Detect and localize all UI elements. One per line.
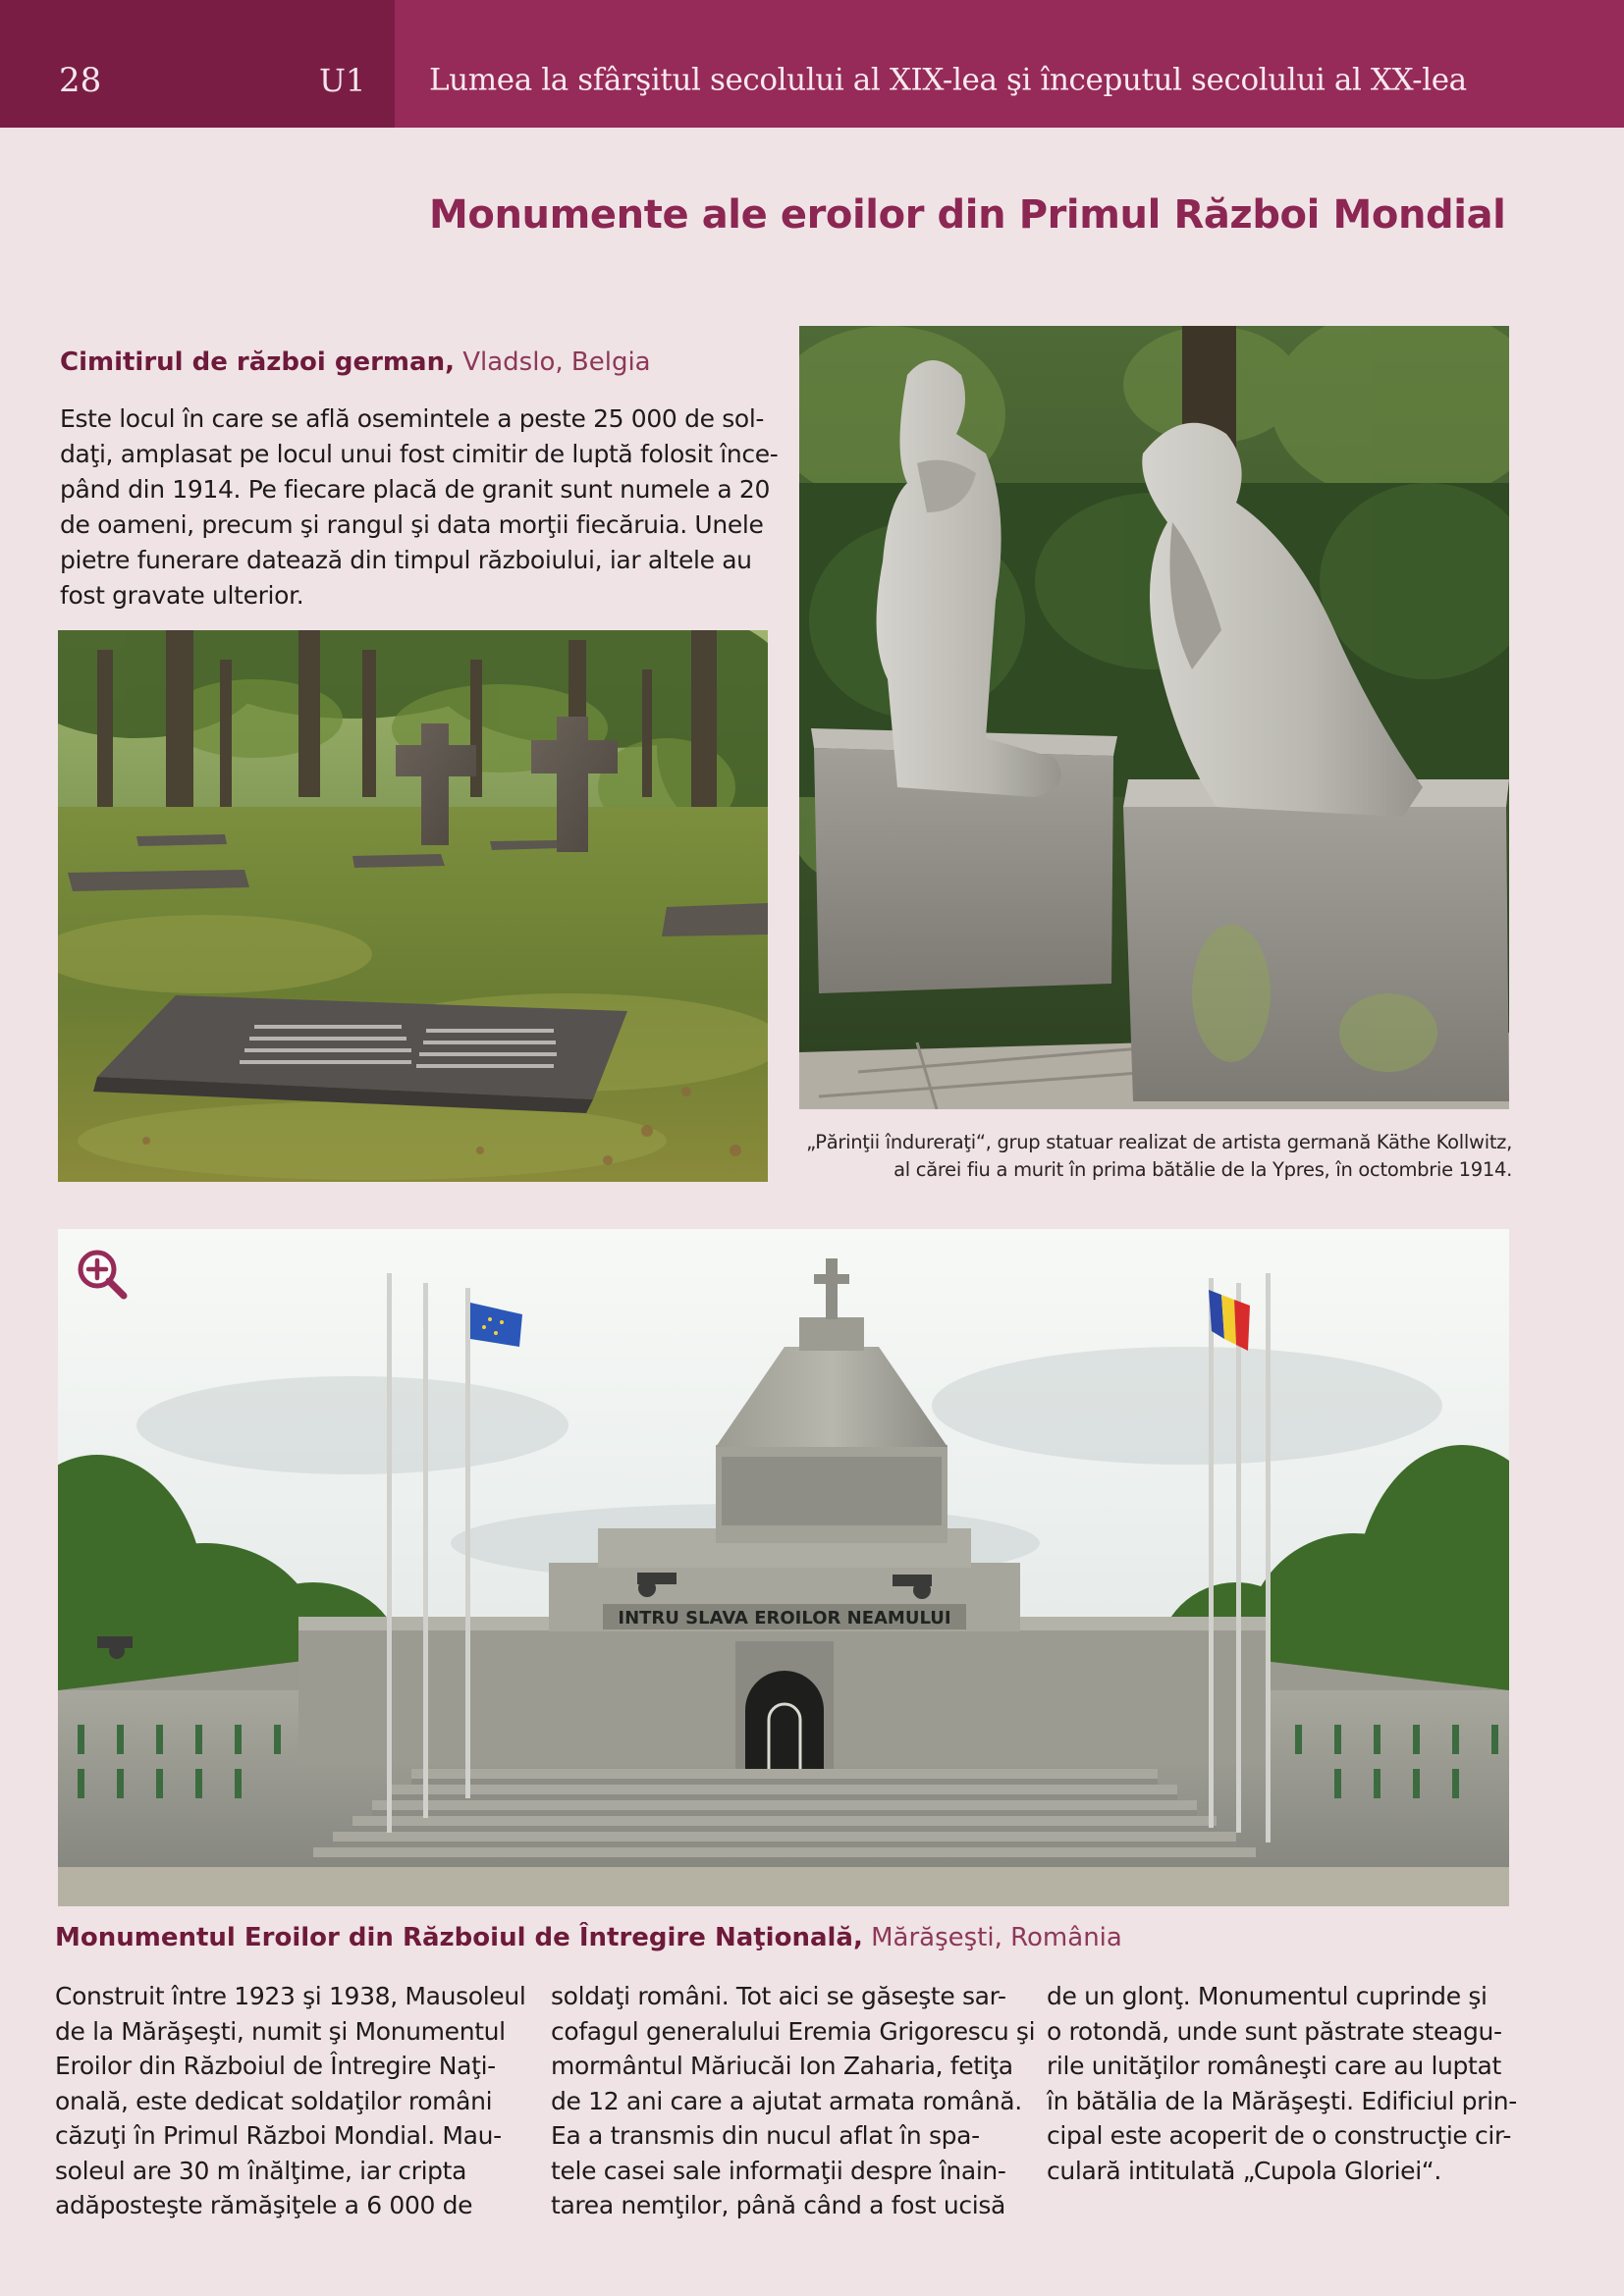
unit-label: U1 — [319, 62, 366, 99]
text-line: de un glonţ. Monumentul cuprinde şi — [1047, 1982, 1488, 2010]
text-column-3 — [1047, 1979, 1517, 2188]
text-line: culară intitulată „Cupola Gloriei“. — [1047, 2156, 1441, 2185]
heading-place: Mărăşeşti, România — [871, 1923, 1122, 1952]
page-title: Monumente ale eroilor din Primul Război Mondial — [429, 192, 1506, 238]
chapter-title: Lumea la sfârşitul secolului al XIX-lea şi începutul secolului al XX-lea — [429, 62, 1467, 98]
mausoleum-inscription: INTRU SLAVA EROILOR NEAMULUI — [618, 1608, 951, 1629]
text-line: de 12 ani care a ajutat armata română. — [551, 2086, 1022, 2115]
text-line: cipal este acoperit de o construcţie cir- — [1047, 2121, 1512, 2150]
text-line: adăposteşte rămăşiţele a 6 000 de — [55, 2191, 473, 2219]
text-line: tarea nemţilor, până când a fost ucisă — [551, 2191, 1005, 2219]
text-column-1 — [55, 1979, 526, 2223]
text-line: de la Mărăşeşti, numit şi Monumentul — [55, 2016, 506, 2046]
statue-caption — [776, 1129, 1512, 1184]
heading-bold: Monumentul Eroilor din Războiul de Întregire Naţională, — [55, 1923, 863, 1952]
zoom-in-icon[interactable] — [75, 1247, 130, 1302]
text-line: în bătălia de la Mărăşeşti. Edificiul prin- — [1047, 2086, 1517, 2115]
section-body-vladslo — [60, 401, 779, 614]
caption-line: „Părinţii îndureraţi“, grup statuar realizat de artista germană Käthe Kollwitz, — [806, 1131, 1512, 1153]
caption-line: al cărei fiu a murit în prima bătălie de la Ypres, în octombrie 1914. — [893, 1158, 1512, 1181]
text-line: soleul are 30 m înălţime, iar cripta — [55, 2156, 467, 2185]
text-line: rile unităţilor româneşti care au luptat — [1047, 2052, 1501, 2080]
text-line: pând din 1914. Pe fiecare placă de granit sunt numele a 20 — [60, 475, 771, 504]
text-line: pietre funerare datează din timpul războiului, iar altele au — [60, 546, 752, 574]
section-heading-vladslo — [60, 347, 767, 378]
text-line: daţi, amplasat pe locul unui fost cimitir de luptă folosit înce- — [60, 440, 779, 468]
text-line: Este locul în care se află osemintele a peste 25 000 de sol- — [60, 404, 765, 433]
page-number: 28 — [59, 61, 102, 100]
text-line: Construit între 1923 şi 1938, Mausoleul — [55, 1982, 526, 2010]
text-line: onală, este dedicat soldaţilor români — [55, 2086, 493, 2115]
text-line: mormântul Măriucăi Ion Zaharia, fetiţa — [551, 2052, 1013, 2080]
text-line: Ea a transmis din nucul aflat în spa- — [551, 2121, 980, 2150]
text-line: fost gravate ulterior. — [60, 581, 304, 610]
section-heading-marasesti — [55, 1921, 1233, 1954]
marasesti-mausoleum-photo — [58, 1229, 1509, 1906]
heading-bold: Cimitirul de război german, — [60, 347, 455, 377]
grieving-parents-statue-photo — [799, 326, 1509, 1109]
text-line: tele casei sale informaţii despre înain- — [551, 2156, 1006, 2185]
text-column-2 — [551, 1979, 1036, 2223]
text-line: o rotondă, unde sunt păstrate steagu- — [1047, 2016, 1502, 2046]
text-line: de oameni, precum şi rangul şi data morţii fiecăruia. Unele — [60, 510, 764, 539]
cemetery-photo — [58, 630, 768, 1182]
text-line: soldaţi români. Tot aici se găseşte sar- — [551, 1982, 1006, 2010]
text-line: căzuţi în Primul Război Mondial. Mau- — [55, 2121, 502, 2150]
text-line: cofagul generalului Eremia Grigorescu şi — [551, 2016, 1036, 2046]
heading-place: Vladslo, Belgia — [462, 347, 651, 377]
page-header — [0, 0, 1624, 128]
text-line: Eroilor din Războiul de Întregire Naţi- — [55, 2052, 496, 2080]
